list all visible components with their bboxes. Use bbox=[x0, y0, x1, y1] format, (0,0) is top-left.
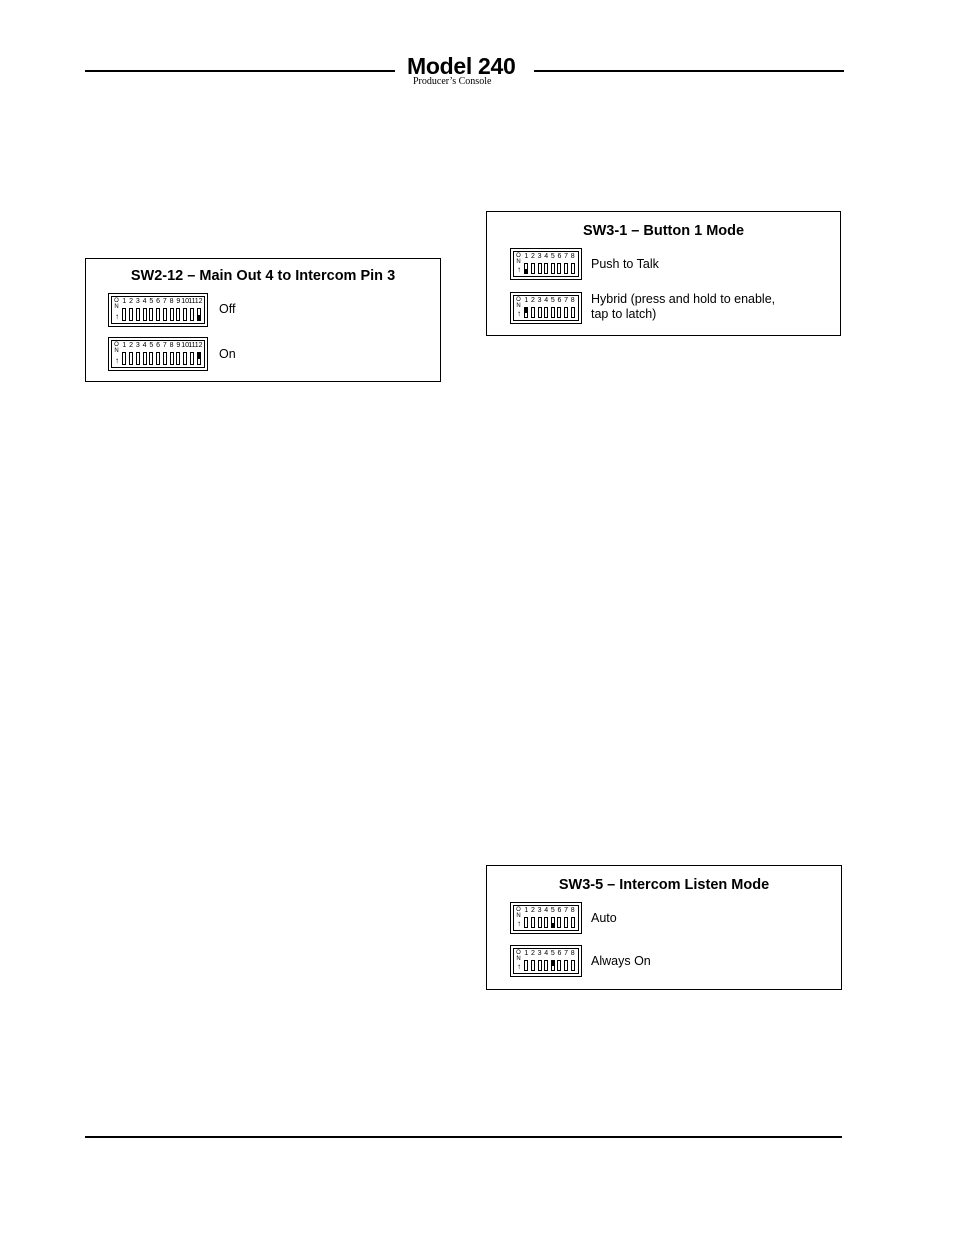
dip-switch-number: 8 bbox=[169, 298, 174, 305]
dip-switch-slot bbox=[557, 263, 561, 274]
option-label-off: Off bbox=[219, 302, 236, 316]
panel-sw3-1 bbox=[486, 211, 841, 336]
dip-switch-number: 7 bbox=[162, 298, 167, 305]
dip-switch-body bbox=[513, 905, 579, 931]
dip-switch-slot bbox=[544, 307, 548, 318]
dip-switch-number: 5 bbox=[550, 907, 555, 914]
dip-switch-number: 2 bbox=[530, 907, 535, 914]
dip-switch-number: 6 bbox=[557, 950, 562, 957]
dip-switch-number: 7 bbox=[564, 907, 569, 914]
dip-switch-number: 6 bbox=[557, 297, 562, 304]
panel-title: SW3-1 – Button 1 Mode bbox=[582, 223, 745, 239]
dip-switch-diagram bbox=[510, 292, 582, 324]
dip-switch-slot bbox=[564, 917, 568, 928]
dip-switch-body bbox=[513, 251, 579, 277]
dip-switch-number: 2 bbox=[530, 253, 535, 260]
dip-switch-diagram bbox=[510, 945, 582, 977]
dip-switch-slot bbox=[551, 263, 555, 274]
dip-switch-slot bbox=[538, 917, 542, 928]
dip-switch-slot bbox=[149, 352, 153, 365]
option-label-hybrid: Hybrid (press and hold to enable, bbox=[591, 292, 776, 306]
dip-switch-diagram bbox=[108, 337, 208, 371]
dip-switch-number: 6 bbox=[557, 253, 562, 260]
dip-switch-slot bbox=[557, 960, 561, 971]
model-subtitle: Producer’s Console bbox=[413, 76, 492, 87]
dip-switch-slot bbox=[531, 960, 535, 971]
dip-switch-number: 5 bbox=[149, 298, 154, 305]
dip-switch-number: 10 bbox=[181, 298, 190, 305]
dip-switch-slot bbox=[129, 352, 133, 365]
dip-switch-slot bbox=[544, 917, 548, 928]
dip-switch-body bbox=[513, 948, 579, 974]
dip-on-label: ON bbox=[516, 950, 521, 962]
dip-switch-slot bbox=[571, 263, 575, 274]
dip-switch-slot bbox=[544, 960, 548, 971]
dip-switch-number: 2 bbox=[530, 950, 535, 957]
dip-switch-number: 11 bbox=[188, 342, 196, 349]
dip-switch-number: 1 bbox=[122, 342, 127, 349]
option-label-on: On bbox=[219, 347, 236, 361]
dip-switch-number: 4 bbox=[544, 907, 549, 914]
dip-switch-slot bbox=[544, 263, 548, 274]
dip-switch-slot bbox=[564, 960, 568, 971]
dip-switch-slot bbox=[564, 263, 568, 274]
dip-switch-number: 5 bbox=[550, 297, 555, 304]
dip-switch-slot bbox=[143, 352, 147, 365]
dip-switch-slot bbox=[190, 352, 194, 365]
dip-up-arrow-icon: ↑ bbox=[115, 356, 119, 365]
dip-switch-number: 3 bbox=[537, 950, 542, 957]
dip-switch-slot bbox=[170, 352, 174, 365]
dip-switch-slot bbox=[163, 352, 167, 365]
dip-switch-diagram bbox=[510, 902, 582, 934]
dip-switch-number: 11 bbox=[188, 298, 196, 305]
dip-switch-number: 7 bbox=[564, 950, 569, 957]
dip-switch-slot bbox=[524, 960, 528, 971]
dip-switch-slot bbox=[143, 308, 147, 321]
dip-switch-slot bbox=[538, 960, 542, 971]
dip-switch-number: 9 bbox=[176, 298, 181, 305]
dip-switch-number: 8 bbox=[570, 950, 575, 957]
dip-switch-number: 3 bbox=[135, 298, 140, 305]
dip-up-arrow-icon: ↑ bbox=[517, 309, 521, 318]
dip-switch-slot bbox=[564, 307, 568, 318]
dip-switch-slot bbox=[557, 307, 561, 318]
option-label-always-on: Always On bbox=[591, 954, 651, 968]
dip-switch-number: 4 bbox=[142, 342, 147, 349]
panel-title: SW2-12 – Main Out 4 to Intercom Pin 3 bbox=[130, 268, 396, 284]
dip-switch-number: 12 bbox=[194, 298, 203, 305]
dip-switch-slot bbox=[122, 308, 126, 321]
dip-switch-number: 4 bbox=[544, 253, 549, 260]
dip-switch-number: 3 bbox=[537, 297, 542, 304]
dip-switch-number: 8 bbox=[570, 907, 575, 914]
dip-switch-slot bbox=[531, 307, 535, 318]
dip-switch-slot bbox=[190, 308, 194, 321]
dip-switch-number: 1 bbox=[524, 907, 529, 914]
dip-switch-slot bbox=[170, 308, 174, 321]
option-label-hybrid-line2: tap to latch) bbox=[591, 307, 657, 321]
dip-switch-knob bbox=[552, 961, 554, 966]
model-title: Model 240 bbox=[407, 53, 516, 79]
dip-switch-number: 3 bbox=[537, 907, 542, 914]
dip-switch-number: 7 bbox=[564, 253, 569, 260]
dip-switch-number: 4 bbox=[544, 950, 549, 957]
dip-switch-slot bbox=[538, 263, 542, 274]
dip-switch-number: 6 bbox=[156, 298, 161, 305]
dip-switch-number: 2 bbox=[129, 342, 134, 349]
dip-switch-slot bbox=[129, 308, 133, 321]
dip-switch-number: 10 bbox=[181, 342, 190, 349]
dip-switch-number: 7 bbox=[162, 342, 167, 349]
dip-switch-slot bbox=[176, 308, 180, 321]
dip-switch-slot bbox=[531, 263, 535, 274]
footer-rule bbox=[85, 1136, 842, 1138]
dip-switch-slot bbox=[538, 307, 542, 318]
dip-switch-number: 4 bbox=[142, 298, 147, 305]
dip-switch-slot bbox=[557, 917, 561, 928]
dip-switch-number: 3 bbox=[135, 342, 140, 349]
dip-up-arrow-icon: ↑ bbox=[115, 312, 119, 321]
dip-switch-slot bbox=[524, 917, 528, 928]
dip-switch-knob bbox=[525, 269, 527, 274]
dip-switch-slot bbox=[149, 308, 153, 321]
dip-switch-slot bbox=[571, 960, 575, 971]
dip-up-arrow-icon: ↑ bbox=[517, 962, 521, 971]
dip-on-label: ON bbox=[114, 342, 119, 354]
panel-sw3-5 bbox=[486, 865, 842, 990]
header-rule-left bbox=[85, 70, 395, 72]
dip-switch-slot bbox=[551, 917, 555, 928]
dip-switch-number: 1 bbox=[524, 950, 529, 957]
dip-switch-number: 1 bbox=[524, 253, 529, 260]
dip-switch-slot bbox=[571, 917, 575, 928]
dip-switch-number: 12 bbox=[194, 342, 203, 349]
dip-on-label: ON bbox=[114, 298, 119, 310]
dip-switch-number: 8 bbox=[570, 297, 575, 304]
dip-switch-number: 5 bbox=[149, 342, 154, 349]
dip-switch-slot bbox=[163, 308, 167, 321]
dip-switch-number: 2 bbox=[530, 297, 535, 304]
dip-switch-slot bbox=[197, 308, 201, 321]
dip-switch-knob bbox=[198, 315, 200, 321]
dip-switch-number: 8 bbox=[169, 342, 174, 349]
dip-switch-slot bbox=[122, 352, 126, 365]
dip-switch-slot bbox=[531, 917, 535, 928]
dip-switch-knob bbox=[552, 923, 554, 928]
dip-up-arrow-icon: ↑ bbox=[517, 919, 521, 928]
dip-switch-number: 5 bbox=[550, 950, 555, 957]
option-label-auto: Auto bbox=[591, 911, 617, 925]
dip-switch-slot bbox=[156, 352, 160, 365]
dip-on-label: ON bbox=[516, 297, 521, 309]
dip-switch-slot bbox=[156, 308, 160, 321]
dip-switch-number: 6 bbox=[156, 342, 161, 349]
panel-sw2-12 bbox=[85, 258, 441, 382]
dip-switch-slot bbox=[524, 307, 528, 318]
dip-switch-slot bbox=[176, 352, 180, 365]
dip-on-label: ON bbox=[516, 253, 521, 265]
dip-switch-body bbox=[513, 295, 579, 321]
dip-switch-number: 1 bbox=[524, 297, 529, 304]
dip-switch-knob bbox=[198, 353, 200, 359]
dip-switch-number: 4 bbox=[544, 297, 549, 304]
dip-switch-number: 6 bbox=[557, 907, 562, 914]
dip-switch-number: 1 bbox=[122, 298, 127, 305]
dip-switch-slot bbox=[571, 307, 575, 318]
dip-switch-slot bbox=[551, 960, 555, 971]
dip-switch-diagram bbox=[510, 248, 582, 280]
dip-switch-number: 3 bbox=[537, 253, 542, 260]
dip-switch-knob bbox=[525, 308, 527, 313]
dip-switch-body bbox=[111, 296, 205, 324]
dip-up-arrow-icon: ↑ bbox=[517, 265, 521, 274]
dip-switch-number: 9 bbox=[176, 342, 181, 349]
dip-switch-slot bbox=[183, 308, 187, 321]
dip-switch-slot bbox=[551, 307, 555, 318]
panel-title: SW3-5 – Intercom Listen Mode bbox=[558, 877, 770, 893]
dip-switch-number: 8 bbox=[570, 253, 575, 260]
dip-switch-diagram bbox=[108, 293, 208, 327]
header-rule-right bbox=[534, 70, 844, 72]
dip-switch-body bbox=[111, 340, 205, 368]
dip-on-label: ON bbox=[516, 907, 521, 919]
dip-switch-slot bbox=[183, 352, 187, 365]
dip-switch-slot bbox=[524, 263, 528, 274]
dip-switch-slot bbox=[197, 352, 201, 365]
dip-switch-slot bbox=[136, 308, 140, 321]
option-label-push-to-talk: Push to Talk bbox=[591, 257, 659, 271]
dip-switch-number: 7 bbox=[564, 297, 569, 304]
dip-switch-number: 2 bbox=[129, 298, 134, 305]
dip-switch-slot bbox=[136, 352, 140, 365]
dip-switch-number: 5 bbox=[550, 253, 555, 260]
